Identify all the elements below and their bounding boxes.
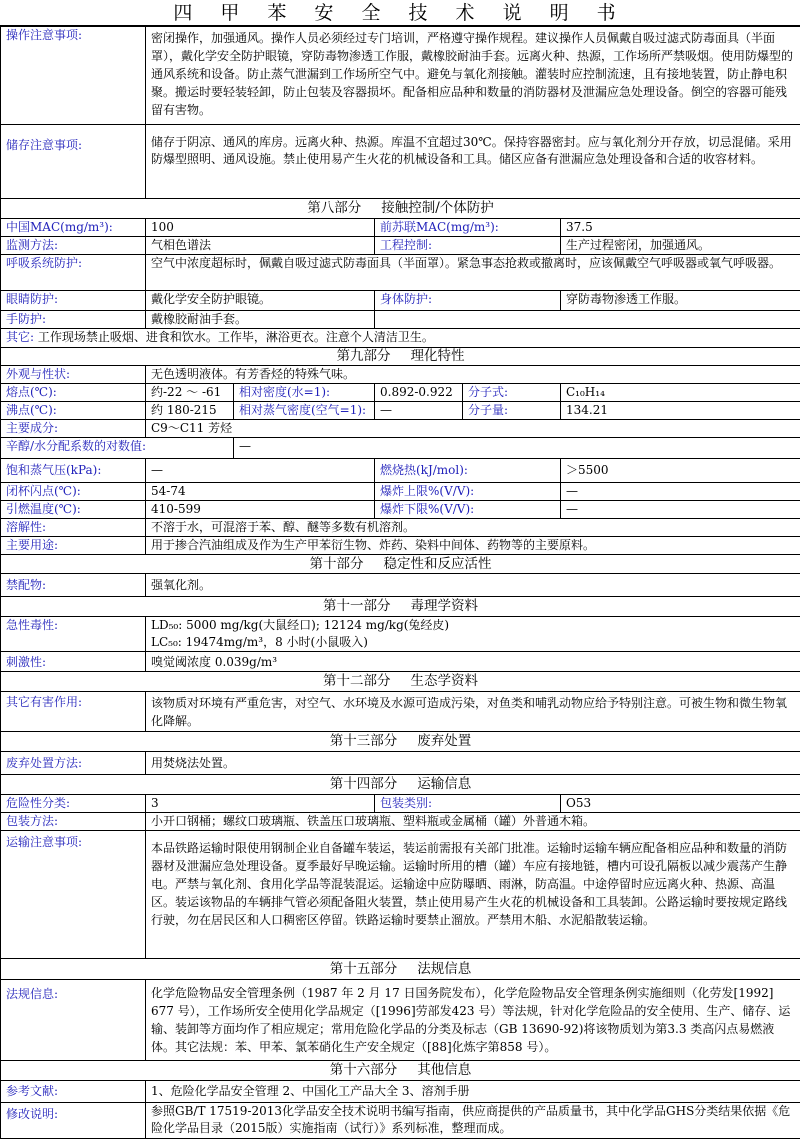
kow-value: — xyxy=(234,438,800,459)
appearance-label: 外观与性状: xyxy=(1,366,146,384)
boiling-point-label: 沸点(℃): xyxy=(1,402,146,420)
mac-cn-value: 100 xyxy=(146,219,375,237)
revision-label: 修改说明: xyxy=(1,1103,146,1139)
body-label: 身体防护: xyxy=(375,291,561,311)
hand-value: 戴橡胶耐油手套。 xyxy=(146,311,375,329)
heat-combustion-label: 燃烧热(kJ/mol): xyxy=(375,459,561,483)
uel-label: 爆炸上限%(V/V): xyxy=(375,483,561,501)
incompatible-value: 强氧化剂。 xyxy=(146,574,800,597)
disposal-value: 用焚烧法处置。 xyxy=(146,752,800,775)
eco-value: 该物质对环境有严重危害，对空气、水环境及水源可造成污染，对鱼类和哺乳动物应给予特别注意。可被生物和微生物氧化降解。 xyxy=(146,692,800,732)
irritation-value: 嗅觉阈浓度 0.039g/m³ xyxy=(146,652,800,672)
acute-toxicity-value xyxy=(146,617,800,652)
packing-method-value: 小开口钢桶；螺纹口玻璃瓶、铁盖压口玻璃瓶、塑料瓶或金属桶（罐）外普通木箱。 xyxy=(146,813,800,831)
hazard-class-value: 3 xyxy=(146,795,375,813)
sds-table xyxy=(0,26,800,1139)
handling-text: 密闭操作，加强通风。操作人员必须经过专门培训，严格遵守操作规程。建议操作人员佩戴自吸过滤式防毒面具（半面罩），戴化学安全防护眼镜，穿防毒物渗透工作服，戴橡胶耐油手套。远离火种、热源，工作场所严禁吸烟。使用防爆型的通风系统和设备。防止蒸气泄漏到工作场所空气中。避免与氧化剂接触。灌装时应控制流速，且有接地装置，防止静电积聚。搬运时要轻装轻卸，防止包装及容器损坏。配备相应品种和数量的消防器材及泄漏应急处理设备。倒空的容器可能残留有害物。 xyxy=(146,27,800,125)
storage-label: 储存注意事项: xyxy=(1,125,146,199)
section-10-header: 第十部分 稳定性和反应活性 xyxy=(1,555,800,574)
respiratory-value: 空气中浓度超标时，佩戴自吸过滤式防毒面具（半面罩）。紧急事态抢救或撤离时，应该佩戴空气呼吸器或氧气呼吸器。 xyxy=(146,255,800,291)
composition-value: C9～C11 芳烃 xyxy=(146,420,800,438)
section-16-header: 第十六部分 其他信息 xyxy=(1,1061,800,1081)
other-protection: 其它: 工作现场禁止吸烟、进食和饮水。工作毕，淋浴更衣。注意个人清洁卫生。 xyxy=(1,329,800,348)
engineering-value: 生产过程密闭，加强通风。 xyxy=(561,237,800,255)
vapor-pressure-value: — xyxy=(146,459,375,483)
appearance-value: 无色透明液体。有芳香烃的特殊气味。 xyxy=(146,366,800,384)
section-13-header: 第十三部分 废弃处置 xyxy=(1,732,800,752)
uses-label: 主要用途: xyxy=(1,537,146,555)
section-14-header: 第十四部分 运输信息 xyxy=(1,775,800,795)
molecular-weight-label: 分子量: xyxy=(463,402,561,420)
hazard-class-label: 危险性分类: xyxy=(1,795,146,813)
lel-value: — xyxy=(561,501,800,519)
formula-value: C₁₀H₁₄ xyxy=(561,384,800,402)
eye-value: 戴化学安全防护眼镜。 xyxy=(146,291,375,311)
package-category-label: 包装类别: xyxy=(375,795,561,813)
solubility-label: 溶解性: xyxy=(1,519,146,537)
section-9-header: 第九部分 理化特性 xyxy=(1,348,800,366)
ld50-value: LD₅₀: 5000 mg/kg(大鼠经口); 12124 mg/kg(兔经皮) xyxy=(151,617,795,634)
section-8-header: 第八部分 接触控制/个体防护 xyxy=(1,199,800,219)
transport-label: 运输注意事项: xyxy=(1,831,146,959)
mac-cn-label: 中国MAC(mg/m³): xyxy=(1,219,146,237)
regulation-value: 化学危险物品安全管理条例（1987 年 2 月 17 日国务院发布），化学危险物品安全管理条例实施细则（化劳发[1992] 677 号），工作场所安全使用化学品规定（[1996]劳部发423 号）等法规，针对化学危险品的安全使用、生产、储存、运输、装卸等方面均作了相应规定；常用危险化学品的分类及标志（GB 13690-92)将该物质划为第3.3 类高闪点易燃液体。其它法规：苯、甲苯、氯苯硝化生产安全规定（[88]化炼字第858 号）。 xyxy=(146,980,800,1061)
uses-value: 用于掺合汽油组成及作为生产甲苯衍生物、炸药、染料中间体、药物等的主要原料。 xyxy=(146,537,800,555)
melting-point-value: 约-22 ～ -61 xyxy=(146,384,234,402)
regulation-label: 法规信息: xyxy=(1,980,146,1061)
disposal-label: 废弃处置方法: xyxy=(1,752,146,775)
melting-point-label: 熔点(℃): xyxy=(1,384,146,402)
composition-label: 主要成分: xyxy=(1,420,146,438)
section-12-header: 第十二部分 生态学资料 xyxy=(1,672,800,692)
heat-combustion-value: ＞5500 xyxy=(561,459,800,483)
ignition-temp-label: 引燃温度(℃): xyxy=(1,501,146,519)
eye-label: 眼睛防护: xyxy=(1,291,146,311)
revision-value: 参照GB/T 17519-2013化学品安全技术说明书编写指南，供应商提供的产品质量书，其中化学品GHS分类结果依据《危险化学品目录（2015版）实施指南（试行）》系列标准，整理而成。 xyxy=(146,1103,800,1139)
flash-point-value: 54-74 xyxy=(146,483,375,501)
flash-point-label: 闭杯闪点(℃): xyxy=(1,483,146,501)
uel-value: — xyxy=(561,483,800,501)
monitoring-label: 监测方法: xyxy=(1,237,146,255)
lel-label: 爆炸下限%(V/V): xyxy=(375,501,561,519)
molecular-weight-value: 134.21 xyxy=(561,402,800,420)
hand-label: 手防护: xyxy=(1,311,146,329)
references-label: 参考文献: xyxy=(1,1081,146,1103)
relative-density-label: 相对密度(水=1): xyxy=(234,384,375,402)
body-value: 穿防毒物渗透工作服。 xyxy=(561,291,800,311)
handling-label: 操作注意事项: xyxy=(1,27,146,125)
vapor-density-value: — xyxy=(375,402,463,420)
mac-su-label: 前苏联MAC(mg/m³): xyxy=(375,219,561,237)
section-15-header: 第十五部分 法规信息 xyxy=(1,959,800,980)
incompatible-label: 禁配物: xyxy=(1,574,146,597)
eco-label: 其它有害作用: xyxy=(1,692,146,732)
references-value: 1、危险化学品安全管理 2、中国化工产品大全 3、溶剂手册 xyxy=(146,1081,800,1103)
packing-method-label: 包装方法: xyxy=(1,813,146,831)
solubility-value: 不溶于水，可混溶于苯、醇、醚等多数有机溶剂。 xyxy=(146,519,800,537)
section-11-header: 第十一部分 毒理学资料 xyxy=(1,597,800,617)
lc50-value: LC₅₀: 19474mg/m³，8 小时(小鼠吸入) xyxy=(151,634,795,651)
document-title: 四 甲 苯 安 全 技 术 说 明 书 xyxy=(0,0,800,26)
irritation-label: 刺激性: xyxy=(1,652,146,672)
package-category-value: O53 xyxy=(561,795,800,813)
vapor-pressure-label: 饱和蒸气压(kPa): xyxy=(1,459,146,483)
respiratory-label: 呼吸系统防护: xyxy=(1,255,146,291)
acute-toxicity-label: 急性毒性: xyxy=(1,617,146,652)
formula-label: 分子式: xyxy=(463,384,561,402)
kow-label: 辛醇/水分配系数的对数值: xyxy=(1,438,234,459)
vapor-density-label: 相对蒸气密度(空气=1): xyxy=(234,402,375,420)
ignition-temp-value: 410-599 xyxy=(146,501,375,519)
storage-text: 储存于阴凉、通风的库房。远离火种、热源。库温不宜超过30℃。保持容器密封。应与氧化剂分开存放，切忌混储。采用防爆型照明、通风设施。禁止使用易产生火花的机械设备和工具。储区应备有泄漏应急处理设备和合适的收容材料。 xyxy=(146,125,800,199)
mac-su-value: 37.5 xyxy=(561,219,800,237)
engineering-label: 工程控制: xyxy=(375,237,561,255)
relative-density-value: 0.892-0.922 xyxy=(375,384,463,402)
boiling-point-value: 约 180-215 xyxy=(146,402,234,420)
monitoring-value: 气相色谱法 xyxy=(146,237,375,255)
transport-value: 本品铁路运输时限使用钢制企业自备罐车装运，装运前需报有关部门批准。运输时运输车辆应配备相应品种和数量的消防器材及泄漏应急处理设备。夏季最好早晚运输。运输时所用的槽（罐）车应有接地链，槽内可设孔隔板以减少震荡产生静电。严禁与氧化剂、食用化学品等混装混运。运输途中应防曝晒、雨淋，防高温。中途停留时应远离火种、热源、高温区。装运该物品的车辆排气管必须配备阻火装置，禁止使用易产生火花的机械设备和工具装卸。公路运输时要按规定路线行驶，勿在居民区和人口稠密区停留。铁路运输时要禁止溜放。严禁用木船、水泥船散装运输。 xyxy=(146,831,800,959)
